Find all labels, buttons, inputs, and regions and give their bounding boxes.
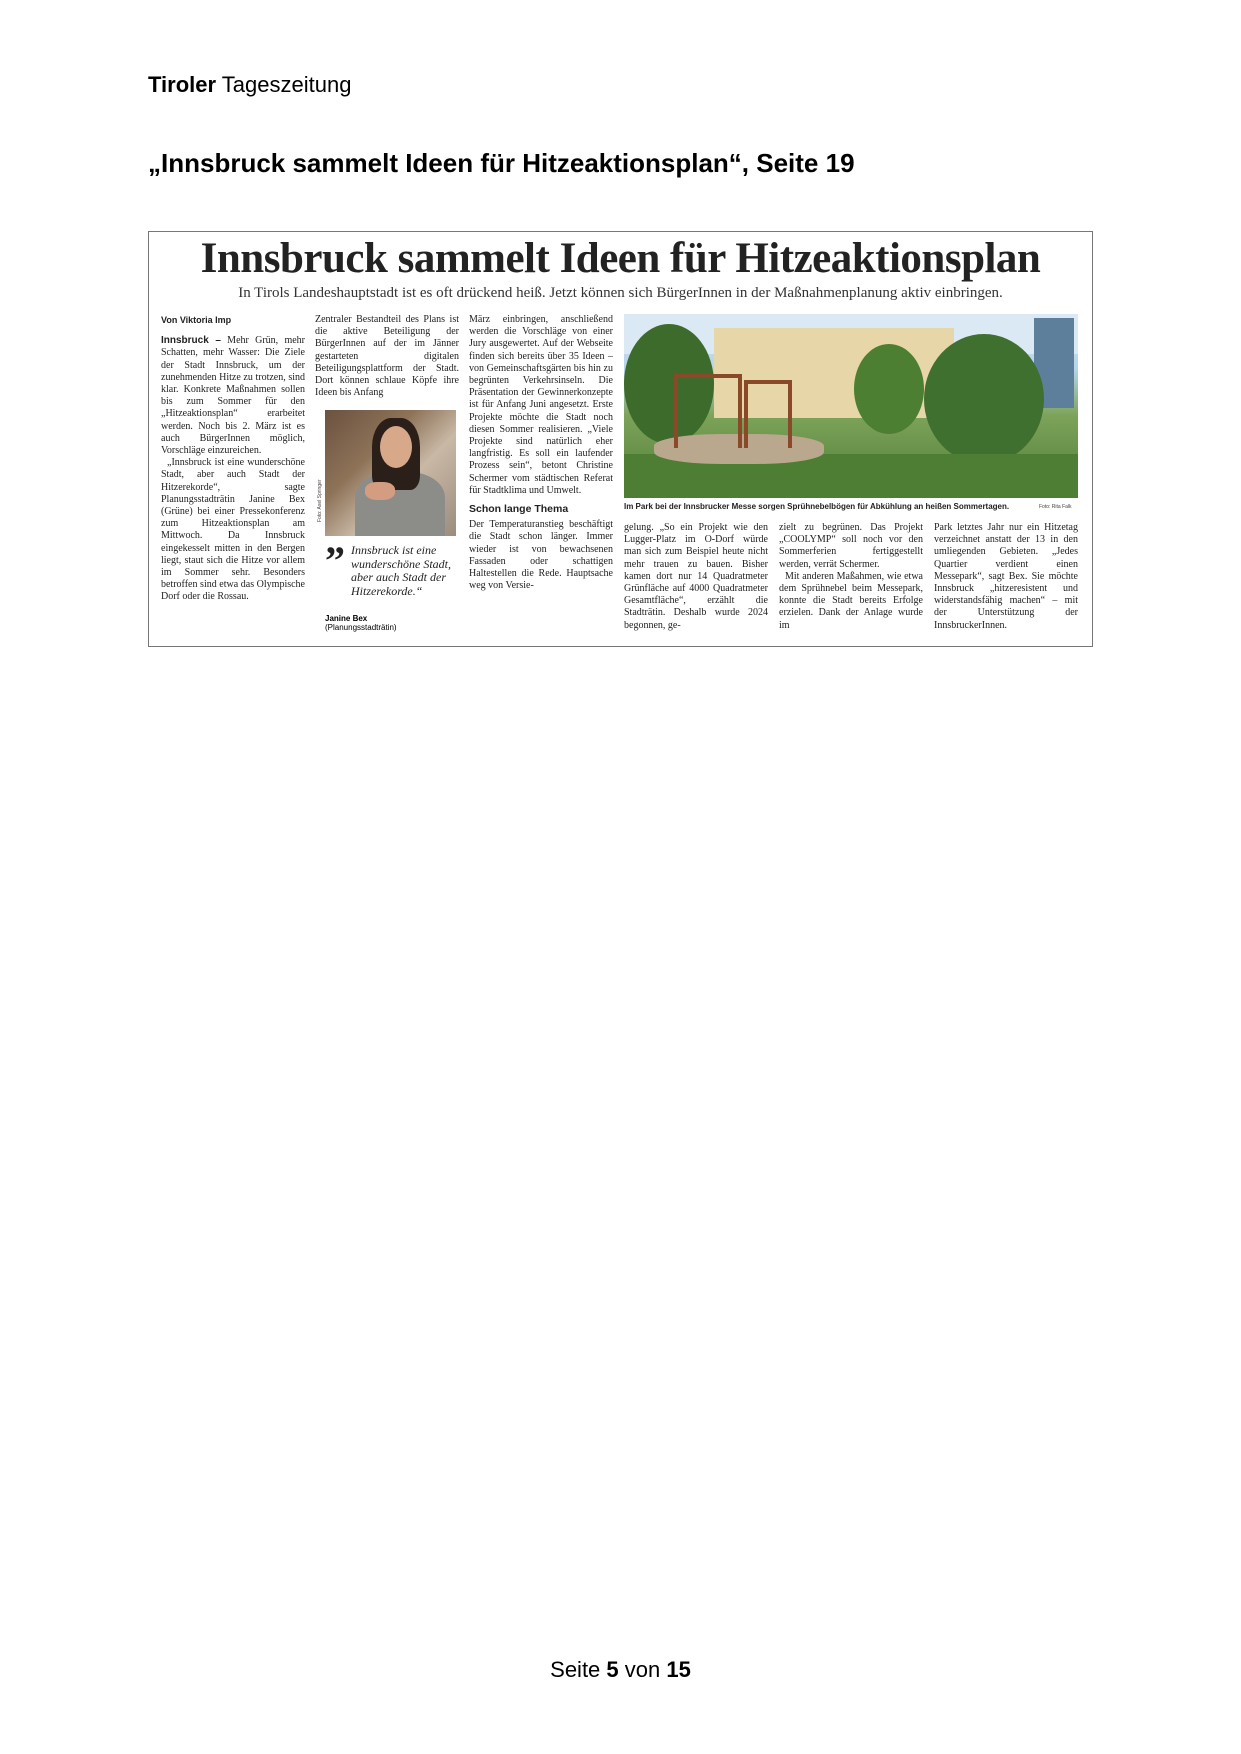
photo-caption: Im Park bei der Innsbrucker Messe sorgen Sprühnebelbögen für Abkühlung an heißen Sommertagen. <box>624 502 1010 511</box>
paragraph: Mit anderen Maßahmen, wie etwa dem Sprühnebel beim Messepark, konnte die Stadt bereits Erfolge erzielen. Dank der Anlage wurde im <box>779 570 923 631</box>
article-subheadline: In Tirols Landeshauptstadt ist es oft drückend heiß. Jetzt können sich BürgerInnen in der Maßnahmenplanung aktiv einbringen. <box>238 285 1003 301</box>
article-column-3 <box>469 314 613 592</box>
paragraph: März einbringen, anschließend werden die Vorschläge von einer Jury ausgewertet. Auf der Webseite finden sich bereits über 35 Ideen – von Gemeinschaftsgärten bis hin zu begrünten Verkehrsinseln. Die Präsentation der Gewinnerkonzepte ist für Anfang Juni angesetzt. Erste Projekte möchte die Stadt noch diesen Sommer realisieren. „Viele Projekte sind natürlich eher langfristig. Es soll ein laufender Prozess sein“, betont Christine Schermer vom städtischen Referat für Stadtklima und Umwelt. <box>469 314 613 496</box>
quote-author: Janine Bex <box>325 614 368 623</box>
paragraph: zielt zu begrünen. Das Projekt „COOLYMP“ soll noch vor den Sommerferien fertiggestellt werden, verrät Schermer. <box>779 522 923 570</box>
portrait-credit: Foto: Axel Springer <box>317 479 323 522</box>
photo-credit: Foto: Rita Falk <box>1039 504 1072 510</box>
brand-rest: Tageszeitung <box>216 72 352 97</box>
publication-header <box>148 72 351 98</box>
lead-word: Innsbruck – <box>161 335 221 347</box>
paragraph: gelung. „So ein Projekt wie den Lugger-Platz im O-Dorf würde man sich zum Beispiel heute nicht mehr trauen zu bauen. Bisher kamen dort nur 14 Quadratmeter Grünfläche auf 4000 Quadratmeter Gesamtfläche“, erzählt die Stadträtin. Deshalb wurde 2024 begonnen, ge- <box>624 522 768 631</box>
paragraph-text: Mehr Grün, mehr Schatten, mehr Wasser: Die Ziele der Stadt Innsbruck, um der zunehmenden Hitze zu trotzen, sind klar. Konkrete Maßnahmen sollen bis zum Sommer für den „Hitzeaktionsplan“ erarbeitet werden. Noch bis 2. März ist es auch BürgerInnen möglich, Vorschläge einzureichen. <box>161 335 305 457</box>
park-photo <box>624 314 1078 498</box>
article-column-4 <box>624 522 768 632</box>
portrait-hand <box>365 482 395 500</box>
current-page-number: 5 <box>606 1657 619 1682</box>
article-headline: Innsbruck sammelt Ideen für Hitzeaktionsplan <box>200 235 1041 282</box>
paragraph: Zentraler Bestandteil des Plans ist die aktive Beteiligung der BürgerInnen auf der im Jänner gestarteten digitalen Beteiligungsplattform der Stadt. Dort können schlaue Köpfe ihre Ideen bis Anfang <box>315 314 459 399</box>
article-column-1 <box>161 314 305 604</box>
photo-tree <box>924 334 1044 464</box>
quote-mark-icon: ” <box>325 538 345 583</box>
article-column-5 <box>779 522 923 632</box>
portrait-face <box>380 426 412 468</box>
photo-tree <box>854 344 924 434</box>
article-column-6 <box>934 522 1078 632</box>
brand-bold: Tiroler <box>148 72 217 97</box>
article-column-2 <box>315 314 459 399</box>
total-page-count: 15 <box>666 1657 691 1682</box>
quote-text: Innsbruck ist eine wunderschöne Stadt, aber auch Stadt der Hitzerekorde.“ <box>351 543 451 598</box>
footer-mid: von <box>618 1657 667 1682</box>
document-title: „Innsbruck sammelt Ideen für Hitzeaktionsplan“, Seite 19 <box>148 148 855 178</box>
paragraph: Der Temperaturanstieg beschäftigt die Stadt schon länger. Immer wieder ist von bewachsenen Fassaden oder schattigen Haltestellen die Rede. Hauptsache weg von Versie- <box>469 519 613 592</box>
portrait-photo <box>325 410 456 536</box>
quote-author-role: (Planungsstadträtin) <box>325 623 397 632</box>
paragraph: Park letztes Jahr nur ein Hitzetag verzeichnet anstatt der 13 in den umliegenden Gebieten. „Jedes Quartier verdient einen Messepark“, sagt Bex. Sie möchte Innsbruck „hitzeresistent und widerstandsfähig machen“ – mit der Unterstützung der InnsbruckerInnen. <box>934 522 1078 631</box>
paragraph: „Innsbruck ist eine wunderschöne Stadt, aber auch Stadt der Hitzerekorde“, sagte Planungsstadträtin Janine Bex (Grüne) bei einer Pressekonferenz zum Hitzeaktionsplan am Mittwoch. Da Innsbruck eingekesselt mitten in den Bergen liegt, staut sich die Hitze vor allem im Sommer sehr. Besonders betroffen sind etwa das Olympische Dorf oder die Rossau. <box>161 457 305 603</box>
byline: Von Viktoria Imp <box>161 315 232 325</box>
photo-mist-arch <box>674 374 742 448</box>
paragraph <box>161 335 305 457</box>
newspaper-clipping <box>148 231 1093 647</box>
photo-mist-arch <box>744 380 792 448</box>
pull-quote <box>325 538 459 632</box>
section-subheading: Schon lange Thema <box>469 503 569 516</box>
footer-prefix: Seite <box>550 1657 607 1682</box>
page-footer <box>0 1657 1241 1683</box>
